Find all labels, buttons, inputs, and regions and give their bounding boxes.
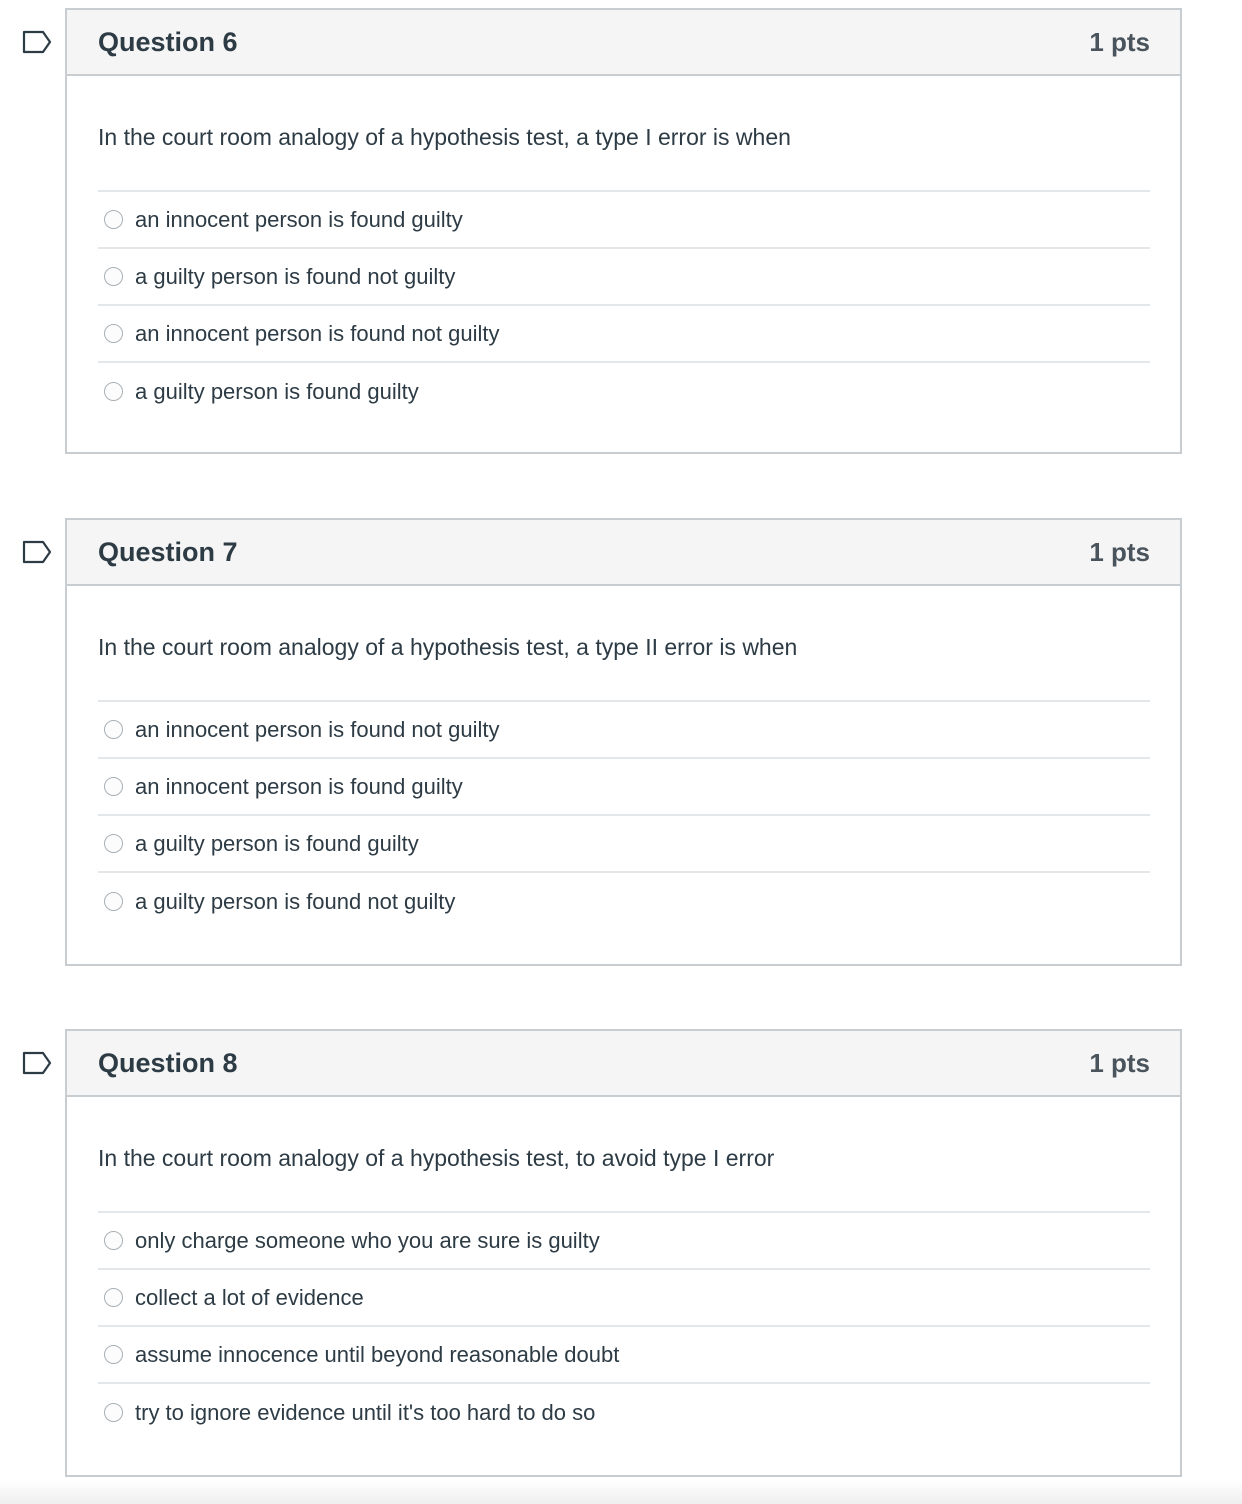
- radio-unchecked-icon[interactable]: [104, 324, 123, 343]
- question-card: [65, 518, 1182, 966]
- radio-unchecked-icon[interactable]: [104, 382, 123, 401]
- answer-option[interactable]: [98, 873, 1150, 930]
- question-points: 1 pts: [1089, 1047, 1150, 1078]
- answer-option[interactable]: [98, 192, 1150, 249]
- radio-unchecked-icon[interactable]: [104, 892, 123, 911]
- answer-label[interactable]: collect a lot of evidence: [135, 1284, 364, 1310]
- answer-option[interactable]: [98, 249, 1150, 306]
- question-header: [67, 10, 1180, 76]
- answer-label[interactable]: an innocent person is found not guilty: [135, 320, 500, 346]
- answer-label[interactable]: a guilty person is found not guilty: [135, 888, 456, 914]
- radio-unchecked-icon[interactable]: [104, 210, 123, 229]
- answer-option[interactable]: [98, 1327, 1150, 1384]
- radio-unchecked-icon[interactable]: [104, 1231, 123, 1250]
- flag-question-icon[interactable]: [22, 540, 52, 564]
- question-text: In the court room analogy of a hypothesis test, a type I error is when: [98, 76, 1150, 192]
- radio-unchecked-icon[interactable]: [104, 834, 123, 853]
- answer-option[interactable]: [98, 759, 1150, 816]
- question-points: 1 pts: [1089, 536, 1150, 567]
- question-points: 1 pts: [1089, 26, 1150, 57]
- radio-unchecked-icon[interactable]: [104, 1288, 123, 1307]
- answer-label[interactable]: a guilty person is found not guilty: [135, 263, 456, 289]
- question-card: [65, 1029, 1182, 1477]
- bottom-scroll-fade: [0, 1480, 1242, 1504]
- answer-option[interactable]: [98, 363, 1150, 420]
- radio-unchecked-icon[interactable]: [104, 267, 123, 286]
- radio-unchecked-icon[interactable]: [104, 777, 123, 796]
- answer-label[interactable]: assume innocence until beyond reasonable doubt: [135, 1341, 620, 1367]
- question-title: Question 6: [98, 26, 238, 57]
- answer-label[interactable]: a guilty person is found guilty: [135, 378, 419, 404]
- answer-list: [98, 192, 1150, 420]
- question-header: [67, 1031, 1180, 1097]
- answer-option[interactable]: [98, 306, 1150, 363]
- answer-option[interactable]: [98, 1213, 1150, 1270]
- question-body: [67, 586, 1180, 930]
- answer-label[interactable]: an innocent person is found guilty: [135, 206, 463, 232]
- answer-list: [98, 1213, 1150, 1441]
- answer-option[interactable]: [98, 702, 1150, 759]
- radio-unchecked-icon[interactable]: [104, 1345, 123, 1364]
- question-header: [67, 520, 1180, 586]
- flag-question-icon[interactable]: [22, 1051, 52, 1075]
- question-text: In the court room analogy of a hypothesis test, to avoid type I error: [98, 1097, 1150, 1213]
- answer-label[interactable]: an innocent person is found guilty: [135, 773, 463, 799]
- radio-unchecked-icon[interactable]: [104, 720, 123, 739]
- flag-question-icon[interactable]: [22, 30, 52, 54]
- answer-list: [98, 702, 1150, 930]
- question-card: [65, 8, 1182, 454]
- answer-option[interactable]: [98, 1384, 1150, 1441]
- question-title: Question 7: [98, 536, 238, 567]
- answer-option[interactable]: [98, 816, 1150, 873]
- answer-label[interactable]: try to ignore evidence until it's too hard to do so: [135, 1399, 596, 1425]
- answer-option[interactable]: [98, 1270, 1150, 1327]
- question-body: [67, 1097, 1180, 1441]
- radio-unchecked-icon[interactable]: [104, 1403, 123, 1422]
- question-body: [67, 76, 1180, 420]
- question-title: Question 8: [98, 1047, 238, 1078]
- question-text: In the court room analogy of a hypothesis test, a type II error is when: [98, 586, 1150, 702]
- answer-label[interactable]: a guilty person is found guilty: [135, 830, 419, 856]
- answer-label[interactable]: an innocent person is found not guilty: [135, 716, 500, 742]
- answer-label[interactable]: only charge someone who you are sure is guilty: [135, 1227, 600, 1253]
